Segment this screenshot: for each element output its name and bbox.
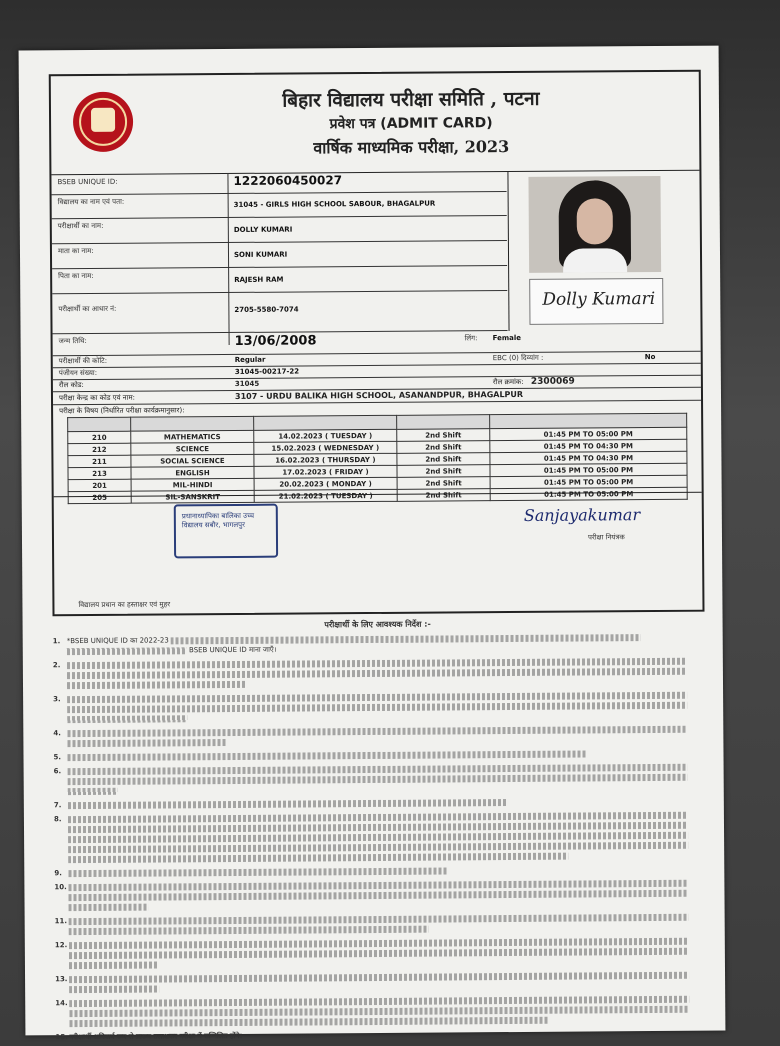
field-unique-id: BSEB UNIQUE ID: 1222060450027	[51, 171, 506, 195]
instruction-item: 14.	[55, 994, 705, 1029]
instruction-item: 5.	[53, 748, 703, 763]
instruction-item: 12.	[55, 936, 705, 971]
admit-card-frame	[49, 70, 705, 617]
field-roll-code: रौल कोड: 31045 रौल क्रमांक: 2300069	[53, 375, 701, 393]
head-caption: विद्यालय प्रधान का हस्ताक्षर एवं मुहर	[78, 600, 171, 610]
table-row: 205 SIL-SANSKRIT 21.02.2023 ( TUESDAY ) 2nd Shift 01:45 PM TO 05:00 PM	[68, 487, 687, 503]
signature-section	[54, 492, 703, 616]
admit-card-paper	[19, 46, 726, 1042]
instruction-item: 15. परीक्षार्थी अनिवार्य रूप से प्रारूप तलाशकर परीक्षा में सम्मिलित होंगे।	[55, 1031, 243, 1042]
instruction-item: 6.	[54, 762, 704, 797]
student-signature: Dolly Kumari	[529, 278, 663, 325]
bseb-logo-icon	[73, 92, 133, 152]
instruction-item: 13.	[55, 970, 705, 995]
school-stamp: प्रधानाध्यापिका बालिका उच्च विद्यालय सबौर, भागलपुर	[174, 504, 278, 559]
header	[51, 72, 700, 176]
instructions	[53, 618, 706, 1046]
subjects-caption: परीक्षा के विषय (निर्धारित परीक्षा कार्यक्रमानुसार):	[59, 406, 185, 416]
table-row: 210 MATHEMATICS 14.02.2023 ( TUESDAY ) 2nd Shift 01:45 PM TO 05:00 PM	[68, 427, 687, 443]
instruction-item: 8.	[54, 810, 704, 865]
field-aadhaar: परीक्षार्थी का आधार नं: 2705-5580-7074	[52, 290, 507, 334]
field-category: परीक्षार्थी की कोटि: Regular EBC (0) दिव्यांग : No	[53, 351, 701, 369]
instruction-item: 4.	[53, 724, 703, 749]
table-row: 213 ENGLISH 17.02.2023 ( FRIDAY ) 2nd Shift 01:45 PM TO 05:00 PM	[68, 463, 687, 479]
field-father-name: पिता का नाम: RAJESH RAM	[52, 265, 507, 294]
table-row: 212 SCIENCE 15.02.2023 ( WEDNESDAY ) 2nd Shift 01:45 PM TO 04:30 PM	[68, 439, 687, 455]
instruction-item: 10.	[54, 878, 704, 913]
instruction-item: 7.	[54, 796, 704, 811]
subject-section	[53, 375, 702, 505]
instruction-item: 1. *BSEB UNIQUE ID का 2022-23 BSEB UNIQUE ID माना जाएँ।	[53, 632, 703, 657]
field-dob: जन्म तिथि: 13/06/2008 लिंग: Female	[53, 329, 701, 357]
table-row: 211 SOCIAL SCIENCE 16.02.2023 ( THURSDAY ) 2nd Shift 01:45 PM TO 04:30 PM	[68, 451, 687, 467]
field-student-name: परीक्षार्थी का नाम: DOLLY KUMARI	[52, 215, 507, 244]
subjects-table	[67, 413, 688, 504]
controller-caption: परीक्षा नियंत्रक	[587, 533, 625, 542]
photo-box	[507, 170, 701, 331]
board-name: बिहार विद्यालय परीक्षा समिति , पटना	[282, 87, 540, 112]
instruction-item: 2.	[53, 656, 703, 691]
field-registration: पंजीयन संख्या: 31045-00217-22	[53, 363, 701, 381]
field-mother-name: माता का नाम: SONI KUMARI	[52, 240, 507, 269]
exam-name: वार्षिक माध्यमिक परीक्षा, 2023	[313, 137, 510, 158]
field-school: विद्यालय का नाम एवं पता: 31045 - GIRLS HIGH SCHOOL SABOUR, BHAGALPUR	[52, 191, 507, 219]
card-title: प्रवेश पत्र (ADMIT CARD)	[329, 115, 493, 133]
controller-signature: Sanjayakumar	[523, 505, 641, 525]
instructions-title: परीक्षार्थी के लिए आवश्यक निर्देश :-	[324, 619, 431, 630]
instruction-item: 9.	[54, 864, 704, 879]
instruction-item: 3.	[53, 690, 703, 725]
field-centre: परीक्षा केन्द्र का कोड एवं नाम: 3107 - URDU BALIKA HIGH SCHOOL, ASANANDPUR, BHAGALPUR	[53, 388, 701, 406]
instruction-item: 11.	[55, 912, 705, 937]
student-photo	[528, 176, 661, 273]
table-row: 201 MIL-HINDI 20.02.2023 ( MONDAY ) 2nd Shift 01:45 PM TO 05:00 PM	[68, 475, 687, 491]
